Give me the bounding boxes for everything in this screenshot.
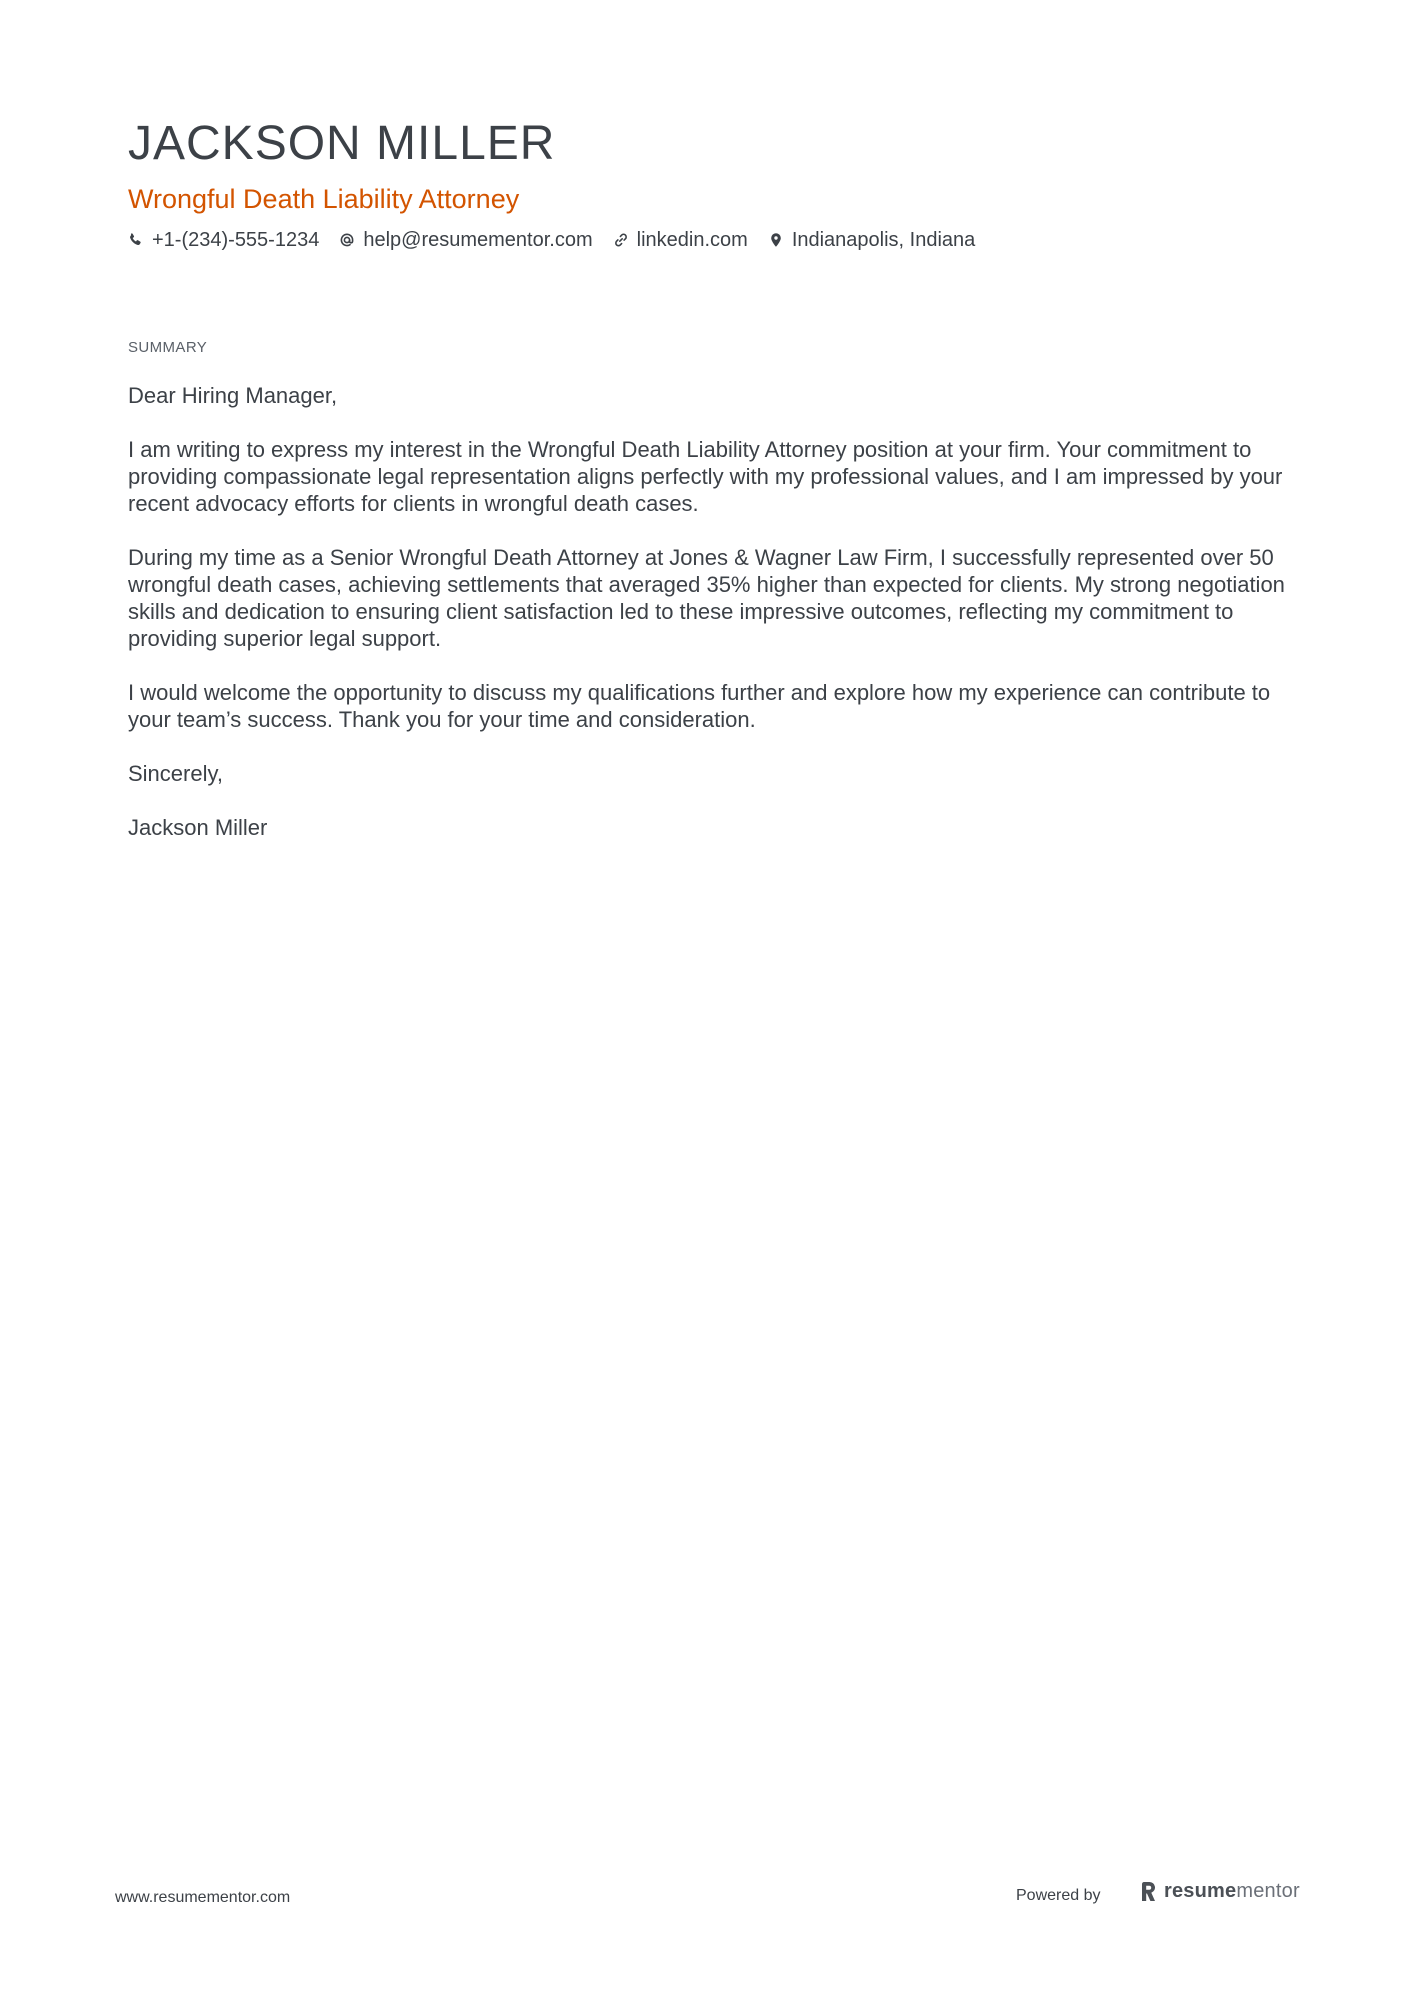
contact-location	[768, 226, 975, 254]
location-pin-icon	[768, 232, 784, 248]
section-label-summary: SUMMARY	[128, 339, 208, 356]
phone-icon	[128, 232, 144, 248]
contact-phone[interactable]	[128, 226, 319, 254]
brand-wordmark-bold: resume	[1164, 1880, 1237, 1902]
letter-body	[128, 382, 1298, 868]
location-text: Indianapolis, Indiana	[791, 229, 976, 251]
letter-paragraph: I would welcome the opportunity to discuss my qualifications further and explore how my experience can contribute to your team’s success. Thank you for your time and consideration.	[128, 680, 1271, 732]
applicant-name: JACKSON MILLER	[128, 117, 556, 170]
resumementor-logo[interactable]	[1140, 1880, 1300, 1903]
link-icon	[613, 232, 629, 248]
job-title: Wrongful Death Liability Attorney	[128, 184, 520, 214]
powered-by-label: Powered by	[1016, 1887, 1101, 1904]
letter-paragraph: I am writing to express my interest in the Wrongful Death Liability Attorney position at your firm. Your commitment to providing compassionate legal representation aligns perfectly with my professional values, and I am impressed by your recent advocacy efforts for clients in wrongful death cases.	[128, 437, 1283, 516]
email-text: help@resumementor.com	[363, 229, 593, 251]
phone-text: +1-(234)-555-1234	[152, 229, 320, 251]
contact-email[interactable]	[339, 226, 592, 254]
resumementor-mark-icon	[1140, 1881, 1158, 1903]
letter-signature: Jackson Miller	[128, 815, 268, 840]
brand-wordmark-light: mentor	[1236, 1880, 1300, 1902]
linkedin-text: linkedin.com	[636, 229, 748, 251]
brand-wordmark	[1164, 1880, 1300, 1903]
footer-website-link[interactable]: www.resumementor.com	[115, 1889, 291, 1906]
letter-salutation: Dear Hiring Manager,	[128, 383, 338, 408]
contact-bar	[128, 226, 975, 254]
contact-linkedin[interactable]	[613, 226, 748, 254]
letter-paragraph: During my time as a Senior Wrongful Death Attorney at Jones & Wagner Law Firm, I successfully represented over 50 wrongful death cases, achieving settlements that averaged 35% higher than expected for clients. My strong negotiation skills and dedication to ensuring client satisfaction led to these impressive outcomes, reflecting my commitment to providing superior legal support.	[128, 545, 1285, 651]
letter-closing: Sincerely,	[128, 761, 223, 786]
at-icon	[339, 232, 355, 248]
